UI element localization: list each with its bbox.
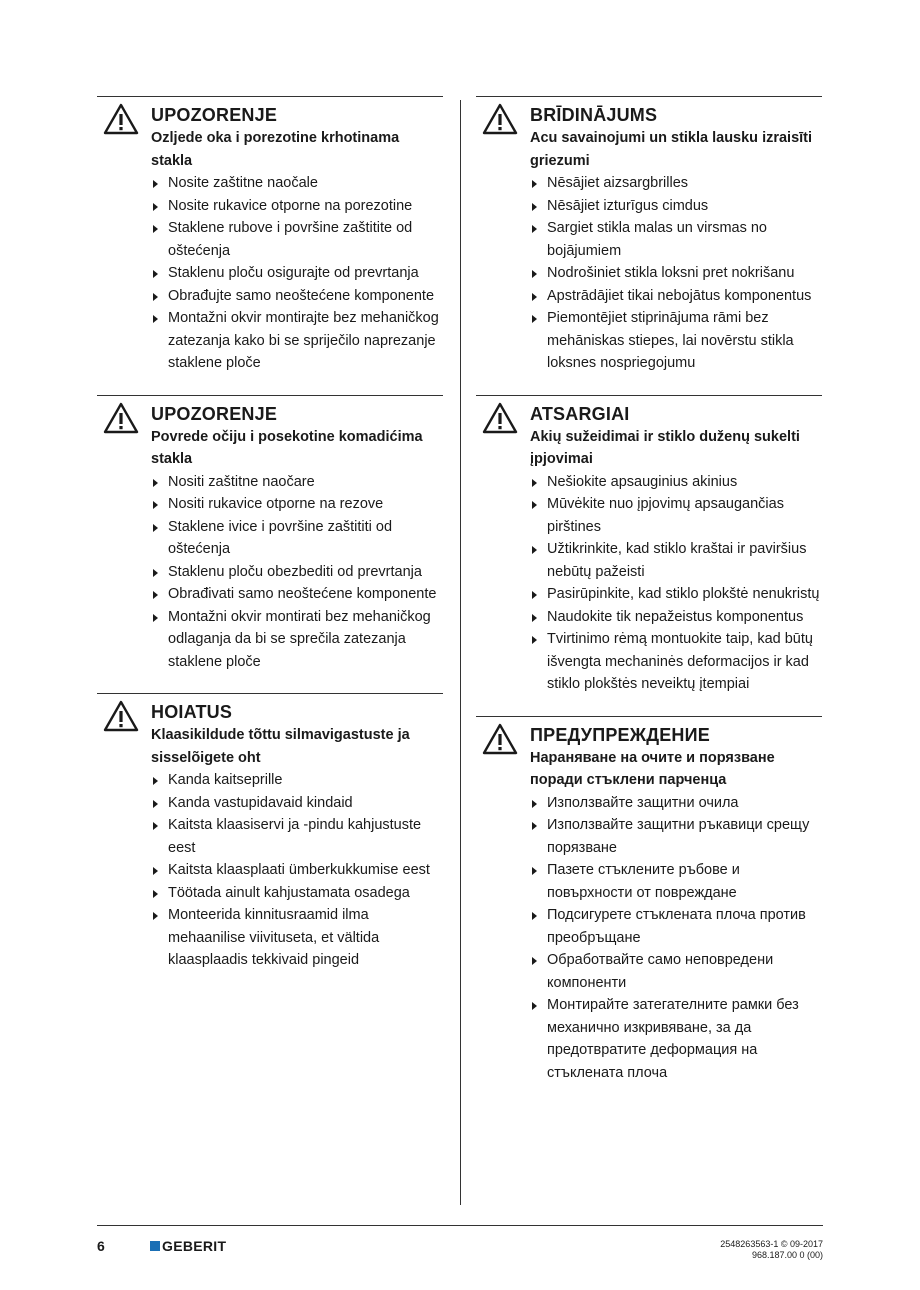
warning-subtitle: Acu savainojumi un stikla lausku izraisīti griezumi: [530, 130, 813, 169]
warning-title: UPOZORENJE: [151, 403, 278, 424]
precaution-item: Nešiokite apsauginius akinius: [530, 471, 822, 494]
precaution-item: Monteerida kinnitusraamid ilma mehaanilise viivituseta, et vältida klaasplaadis tekkivaid pingeid: [151, 904, 443, 972]
logo-text: GEBERIT: [162, 1238, 227, 1254]
precaution-item: Montažni okvir montirati bez mehaničkog odlaganja da bi se sprečila zatezanja staklene ploče: [151, 606, 443, 674]
warning-title: BRĪDINĀJUMS: [530, 105, 658, 125]
warning-title: HOIATUS: [151, 702, 233, 722]
precaution-list: [530, 792, 822, 1085]
precaution-list: [530, 172, 822, 375]
warning-subtitle: Povrede očiju i posekotine komadićima stakla: [151, 428, 423, 467]
warning-title: ПРЕДУПРЕЖДЕНИЕ: [530, 724, 710, 745]
warning-block-lv: [476, 96, 822, 375]
precaution-item: Tvirtinimo rėmą montuokite taip, kad būtų išvengta mechaninės deformacijos ir kad stiklo plokštės neveiktų įtempiai: [530, 628, 822, 696]
document-reference: [720, 1239, 823, 1261]
precaution-item: Staklene rubove i površine zaštitite od oštećenja: [151, 217, 443, 262]
precaution-list: [530, 471, 822, 696]
warning-subtitle: Ozljede oka i porezotine krhotinama stakla: [151, 130, 400, 169]
precaution-item: Sargiet stikla malas un virsmas no bojājumiem: [530, 217, 822, 262]
warning-subtitle: Klaasikildude tõttu silmavigastuste ja sisselõigete oht: [151, 727, 410, 766]
precaution-item: Užtikrinkite, kad stiklo kraštai ir paviršius nebūtų pažeisti: [530, 538, 822, 583]
precaution-item: Naudokite tik nepažeistus komponentus: [530, 606, 822, 629]
precaution-list: [151, 471, 443, 674]
warning-triangle-icon: [103, 103, 139, 135]
precaution-item: Пазете стъклените ръбове и повърхности от повреждане: [530, 859, 822, 904]
warning-title: ATSARGIAI: [530, 403, 630, 424]
column-divider: [460, 100, 461, 1205]
precaution-item: Nosite rukavice otporne na porezotine: [151, 195, 443, 218]
precaution-item: Staklene ivice i površine zaštititi od oštećenja: [151, 516, 443, 561]
precaution-item: Obrađujte samo neoštećene komponente: [151, 285, 443, 308]
warning-block-lt: [476, 395, 822, 696]
document-code: 968.187.00 0 (00): [751, 1250, 823, 1260]
precaution-item: Obrađivati samo neoštećene komponente: [151, 583, 443, 606]
precaution-item: Pasirūpinkite, kad stiklo plokštė nenukristų: [530, 583, 822, 606]
geberit-logo: [150, 1238, 226, 1254]
precaution-item: Piemontējiet stiprinājuma rāmi bez mehāniskas stiepes, lai novērstu stikla loksnes nospriegojumu: [530, 307, 822, 375]
warning-triangle-icon: [482, 723, 518, 755]
precaution-item: Kaitsta klaasplaati ümberkukkumise eest: [151, 859, 443, 882]
logo-square-icon: [150, 1241, 160, 1251]
precaution-item: Nēsājiet aizsargbrilles: [530, 172, 822, 195]
warning-subtitle: Нараняване на очите и порязване поради стъклени парченца: [530, 749, 775, 788]
warning-triangle-icon: [103, 402, 139, 434]
left-column: [97, 96, 443, 972]
precaution-item: Staklenu ploču osigurajte od prevrtanja: [151, 262, 443, 285]
precaution-item: Töötada ainult kahjustamata osadega: [151, 882, 443, 905]
warning-block-et: [97, 693, 443, 972]
precaution-item: Kanda vastupidavaid kindaid: [151, 792, 443, 815]
page-number: 6: [97, 1238, 105, 1254]
warning-triangle-icon: [482, 103, 518, 135]
warning-block-hr: [97, 96, 443, 375]
precaution-item: Kaitsta klaasiservi ja -pindu kahjustuste eest: [151, 814, 443, 859]
precaution-item: Mūvėkite nuo įpjovimų apsaugančias pirštines: [530, 493, 822, 538]
precaution-item: Staklenu ploču obezbediti od prevrtanja: [151, 561, 443, 584]
precaution-item: Използвайте защитни ръкавици срещу порязване: [530, 814, 822, 859]
precaution-item: Обработвайте само неповредени компоненти: [530, 949, 822, 994]
precaution-item: Подсигурете стъклената плоча против преобръщане: [530, 904, 822, 949]
document-id: 2548263563-1 © 09-2017: [720, 1239, 823, 1249]
warning-block-bg: [476, 716, 822, 1085]
warning-triangle-icon: [482, 402, 518, 434]
precaution-item: Montažni okvir montirajte bez mehaničkog zatezanja kako bi se spriječilo naprezanje staklene ploče: [151, 307, 443, 375]
warning-triangle-icon: [103, 700, 139, 732]
precaution-item: Kanda kaitseprille: [151, 769, 443, 792]
precaution-item: Nodrošiniet stikla loksni pret nokrišanu: [530, 262, 822, 285]
warning-block-sr: [97, 395, 443, 674]
precaution-item: Nositi zaštitne naočare: [151, 471, 443, 494]
precaution-item: Nosite zaštitne naočale: [151, 172, 443, 195]
warning-title: UPOZORENJE: [151, 105, 278, 125]
precaution-item: Nēsājiet izturīgus cimdus: [530, 195, 822, 218]
precaution-list: [151, 172, 443, 375]
right-column: [476, 96, 822, 1084]
precaution-item: Монтирайте затегателните рамки без механично изкривяване, за да предотвратите деформация на стъклената плоча: [530, 994, 822, 1084]
precaution-item: Nositi rukavice otporne na rezove: [151, 493, 443, 516]
precaution-item: Apstrādājiet tikai nebojātus komponentus: [530, 285, 822, 308]
precaution-list: [151, 769, 443, 972]
precaution-item: Използвайте защитни очила: [530, 792, 822, 815]
warning-subtitle: Akių sužeidimai ir stiklo duženų sukelti įpjovimai: [530, 428, 800, 467]
footer-divider: [97, 1225, 823, 1226]
